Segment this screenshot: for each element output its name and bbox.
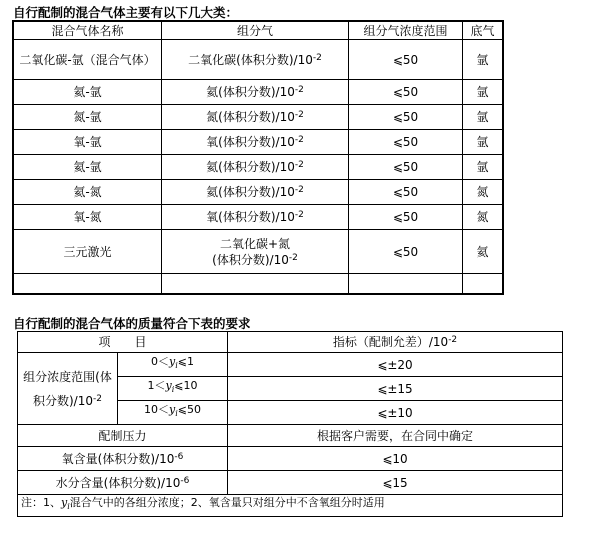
empty-cell [349, 274, 463, 294]
base-gas: 氩 [463, 155, 503, 180]
base-gas: 氩 [463, 105, 503, 130]
base-gas: 氮 [463, 180, 503, 205]
header-index: 指标（配制允差）$/10^{-2}$ [228, 332, 563, 353]
range: ⩽50 [349, 155, 463, 180]
table-row [14, 105, 503, 130]
base-gas: 氩 [463, 80, 503, 105]
mix-name: 氦-氮 [14, 180, 162, 205]
mix-name: 氧-氮 [14, 205, 162, 230]
table-row-empty [14, 274, 503, 294]
header-component: 组分气 [162, 22, 349, 40]
header-mix-name: 混合气体名称 [14, 22, 162, 40]
table-row [18, 353, 563, 377]
component: 氦(体积分数)$/10^{-2}$ [162, 80, 349, 105]
table-row [18, 425, 563, 447]
table-note: 注：1、$y_i$混合气中的各组分浓度；2、氧含量只对组分中不含氧组分时适用 [18, 495, 563, 517]
table-note-row [18, 495, 563, 517]
gas-categories-table [13, 21, 503, 294]
water-label: 水分含量(体积分数)$/10^{-6}$ [18, 471, 228, 495]
range: ⩽50 [349, 40, 463, 80]
mix-name: 三元激光 [14, 230, 162, 274]
water-value: ⩽15 [228, 471, 563, 495]
table-row [18, 447, 563, 471]
tolerance-value: ⩽±15 [228, 377, 563, 401]
mix-name: 氦-氩 [14, 155, 162, 180]
table-row [14, 205, 503, 230]
header-base-gas: 底气 [463, 22, 503, 40]
header-range: 组分气浓度范围 [349, 22, 463, 40]
component: 二氧化碳+氮 (体积分数)$/10^{-2}$ [162, 230, 349, 274]
oxygen-label: 氧含量(体积分数)$/10^{-6}$ [18, 447, 228, 471]
range: ⩽50 [349, 205, 463, 230]
mix-name: 氮-氩 [14, 105, 162, 130]
table-row [14, 230, 503, 274]
range: ⩽50 [349, 130, 463, 155]
table-row [14, 80, 503, 105]
base-gas: 氮 [463, 205, 503, 230]
table-row [14, 155, 503, 180]
quality-requirements-table [17, 331, 563, 517]
component: 氦(体积分数)$/10^{-2}$ [162, 155, 349, 180]
oxygen-value: ⩽10 [228, 447, 563, 471]
empty-cell [14, 274, 162, 294]
empty-cell [162, 274, 349, 294]
base-gas: 氩 [463, 40, 503, 80]
empty-cell [463, 274, 503, 294]
pressure-label: 配制压力 [18, 425, 228, 447]
concentration-subrange: $0<y_i⩽1$ [118, 353, 228, 377]
pressure-value: 根据客户需要，在合同中确定 [228, 425, 563, 447]
component: 氦(体积分数)$/10^{-2}$ [162, 180, 349, 205]
component: 氧(体积分数)$/10^{-2}$ [162, 130, 349, 155]
table-header-row [14, 22, 503, 40]
concentration-range-label: 组分浓度范围(体积分数)$/10^{-2}$ [18, 353, 118, 425]
tolerance-value: ⩽±20 [228, 353, 563, 377]
concentration-subrange: $10<y_i⩽50$ [118, 401, 228, 425]
range: ⩽50 [349, 105, 463, 130]
base-gas: 氩 [463, 130, 503, 155]
component: 氧(体积分数)$/10^{-2}$ [162, 205, 349, 230]
heading-quality-requirements: 自行配制的混合气体的质量符合下表的要求 [13, 316, 251, 331]
table-row [18, 471, 563, 495]
mix-name: 二氧化碳-氩（混合气体） [14, 40, 162, 80]
table-row [14, 180, 503, 205]
concentration-subrange: $1<y_i⩽10$ [118, 377, 228, 401]
heading-gas-categories: 自行配制的混合气体主要有以下几大类： [13, 5, 239, 20]
tolerance-value: ⩽±10 [228, 401, 563, 425]
header-item: 项 目 [18, 332, 228, 353]
table-header-row [18, 332, 563, 353]
range: ⩽50 [349, 230, 463, 274]
mix-name: 氦-氩 [14, 80, 162, 105]
range: ⩽50 [349, 80, 463, 105]
range: ⩽50 [349, 180, 463, 205]
component: 氮(体积分数)$/10^{-2}$ [162, 105, 349, 130]
base-gas: 氦 [463, 230, 503, 274]
table-row [14, 40, 503, 80]
table-row [14, 130, 503, 155]
mix-name: 氧-氩 [14, 130, 162, 155]
component: 二氧化碳(体积分数)$/10^{-2}$ [162, 40, 349, 80]
